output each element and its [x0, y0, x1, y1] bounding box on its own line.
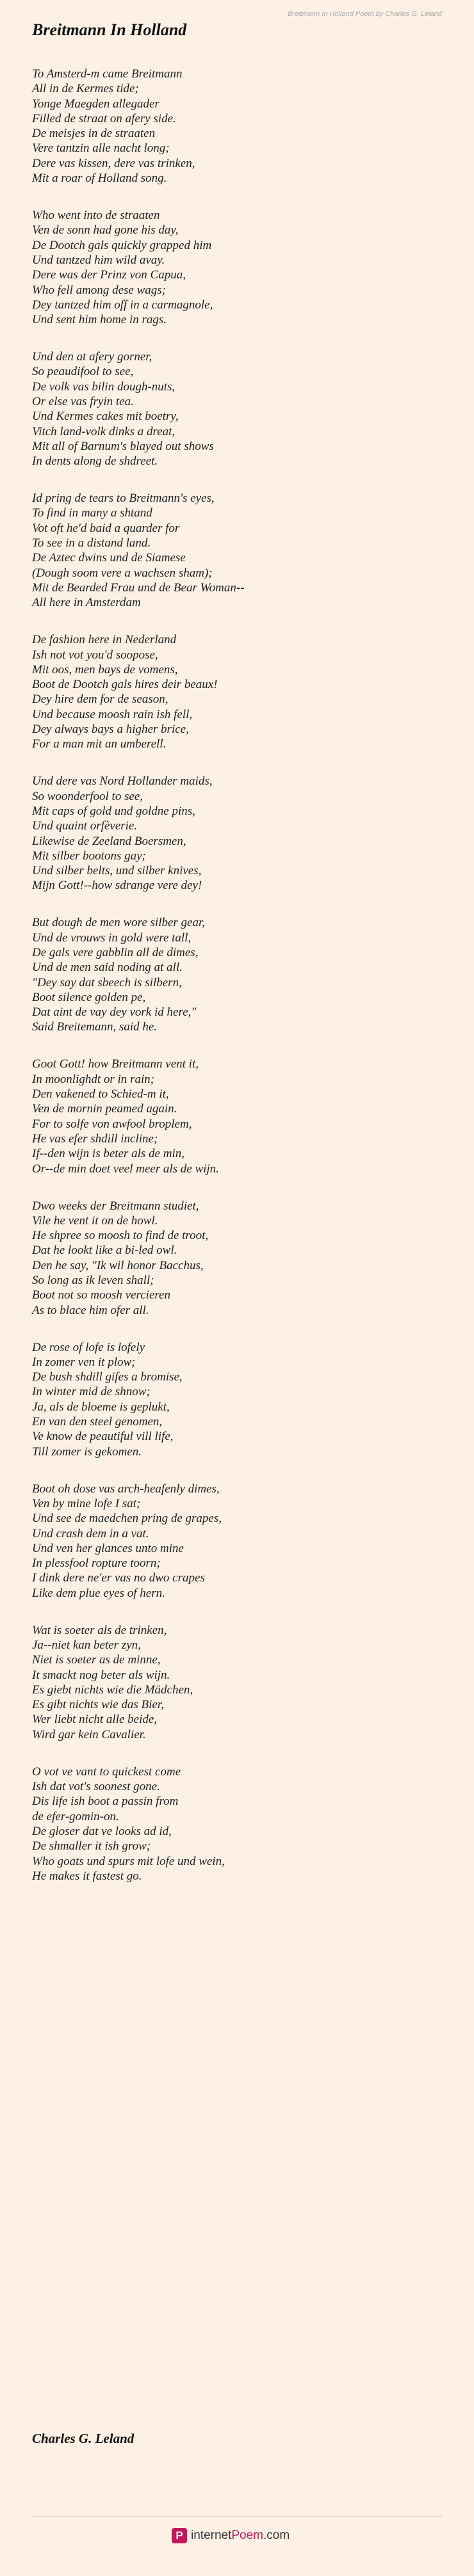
poem-line: Dis life ish boot a passin from: [32, 1795, 179, 1809]
poem-line: Ish not vot you'd soopose,: [32, 648, 158, 662]
poem-line: So woonderfool to see,: [32, 789, 143, 803]
stanza: [32, 1340, 455, 1459]
poem-line: Who goats und spurs mit lofe und wein,: [32, 1854, 225, 1868]
poem-line: Und dere vas Nord Hollander maids,: [32, 774, 213, 788]
poem-line: Mit oos, men bays de vomens,: [32, 662, 178, 676]
poem-line: Dere was der Prinz von Capua,: [32, 268, 186, 282]
stanza: [32, 208, 455, 327]
brand-accent: Poem: [231, 2529, 264, 2542]
poem-line: Mit de Bearded Frau und de Bear Woman--: [32, 580, 245, 595]
poem-line: En van den steel genomen,: [32, 1415, 163, 1429]
poem-line: For to solfe von awfool broplem,: [32, 1117, 192, 1131]
poem-logo-icon: P: [172, 2528, 187, 2543]
poem-line: Und sent him home in rags.: [32, 313, 167, 327]
stanza: [32, 1057, 455, 1176]
poem-line: Ish dat vot's soonest gone.: [32, 1780, 160, 1794]
poem-line: Und because moosh rain ish fell,: [32, 707, 193, 721]
poem-line: Vot oft he'd baid a quarder for: [32, 521, 180, 535]
poem-line: In plessfool ropture toorn;: [32, 1556, 161, 1571]
poem-line: Goot Gott! how Breitmann vent it,: [32, 1057, 199, 1071]
stanza: [32, 915, 455, 1034]
stanza: [32, 349, 455, 468]
poem-line: Und de vrouws in gold were tall,: [32, 931, 192, 945]
poem-line: Said Breitemann, said he.: [32, 1020, 158, 1034]
poem-line: Boot de Dootch gals hires deir beaux!: [32, 678, 218, 692]
poem-line: All in de Kermes tide;: [32, 82, 139, 96]
poem-line: Dat he lookt like a bi-led owl.: [32, 1244, 177, 1258]
poem-line: Und tantzed him wild avay.: [32, 253, 165, 267]
poem-line: De rose of lofe is lofely: [32, 1340, 145, 1354]
poem-line: De Dootch gals quickly grapped him: [32, 238, 212, 252]
poem-line: To Amsterd-m came Breitmann: [32, 67, 183, 81]
poem-line: Es gibt nichts wie das Bier,: [32, 1698, 164, 1712]
stanza: [32, 1482, 455, 1601]
poem-line: Dey hire dem for de season,: [32, 692, 168, 707]
stanza: [32, 491, 455, 610]
poem-line: In dents along de shdreet.: [32, 454, 158, 468]
poem-line: Ven de sonn had gone his day,: [32, 223, 179, 237]
poem-line: In zomer ven it plow;: [32, 1355, 136, 1369]
poem-line: Und crash dem in a vat.: [32, 1526, 149, 1540]
poem-line: I dink dere ne'er vas no dwo crapes: [32, 1571, 205, 1585]
poem-line: Or else vas fryin tea.: [32, 395, 134, 409]
stanza: [32, 632, 455, 751]
poem-line: Ja--niet kan beter zyn,: [32, 1638, 141, 1652]
poem-line: All here in Amsterdam: [32, 596, 141, 610]
poem-title: Breitmann In Holland: [32, 20, 187, 39]
poem-line: De gals vere gabblin all de dimes,: [32, 945, 199, 959]
poem-line: De bush shdill gifes a bromise,: [32, 1370, 183, 1384]
poem-line: But dough de men wore silber gear,: [32, 916, 206, 930]
brand-name: internet: [191, 2529, 232, 2542]
poem-line: Dey tantzed him off in a carmagnole,: [32, 298, 213, 312]
poem-line: Mit caps of gold und goldne pins,: [32, 804, 195, 818]
poem-line: He vas efer shdill incline;: [32, 1132, 158, 1146]
stanza: [32, 1764, 455, 1884]
poem-line: To see in a distand land.: [32, 536, 151, 550]
poem-line: So long as ik leven shall;: [32, 1273, 154, 1287]
poem-line: Mit a roar of Holland song.: [32, 172, 167, 186]
poem-line: Wird gar kein Cavalier.: [32, 1727, 146, 1741]
poem-line: Dat aint de vay dey vork id here,": [32, 1005, 197, 1020]
poem-line: De Aztec dwins und de Siamese: [32, 551, 186, 565]
stanza: [32, 67, 455, 186]
poem-line: Und see de maedchen pring de grapes,: [32, 1512, 222, 1526]
poem-line: Likewise de Zeeland Boersmen,: [32, 834, 186, 848]
poem-line: In moonlighdt or in rain;: [32, 1072, 155, 1086]
stanza: [32, 774, 455, 893]
poem-line: Und den at afery gorner,: [32, 350, 152, 364]
poem-line: De gloser dat ve looks ad id,: [32, 1824, 172, 1838]
poem-author[interactable]: Charles G. Leland: [32, 2431, 135, 2446]
poem-line: Wat is soeter als de trinken,: [32, 1623, 167, 1637]
poem-line: De meisjes in de straaten: [32, 127, 156, 141]
poem-line: As to blace him ofer all.: [32, 1303, 149, 1317]
poem-line: He makes it fastest go.: [32, 1869, 142, 1883]
poem-line: To find in many a shtand: [32, 506, 152, 520]
poem-line: de efer-gomin-on.: [32, 1809, 119, 1823]
poem-line: De shmaller it ish grow;: [32, 1839, 151, 1853]
poem-line: Id pring de tears to Breitmann's eyes,: [32, 492, 215, 506]
poem-line: Und Kermes cakes mit boetry,: [32, 410, 179, 424]
poem-line: De volk vas bilin dough-nuts,: [32, 380, 176, 394]
poem-line: It smackt nog beter als wijn.: [32, 1668, 170, 1682]
header-credit: Breitmann In Holland Poem by Charles G. Leland: [288, 10, 442, 18]
poem-line: Till zomer is gekomen.: [32, 1444, 142, 1459]
poem-line: Vitch land-volk dinks a dreat,: [32, 424, 176, 438]
poem-line: Boot oh dose vas arch-heafenly dimes,: [32, 1482, 220, 1496]
poem-line: (Dough soom vere a wachsen sham);: [32, 566, 213, 580]
poem-line: Like dem plue eyes of hern.: [32, 1586, 165, 1600]
poem-line: Wer liebt nicht alle beide,: [32, 1713, 158, 1727]
site-brand-link[interactable]: [172, 2528, 290, 2543]
brand-suffix: .com: [263, 2529, 290, 2542]
poem-line: Yonge Maegden allegader: [32, 97, 159, 111]
stanza: [32, 1623, 455, 1742]
footer-divider: [32, 2516, 442, 2517]
poem-line: Ve know de peautiful vill life,: [32, 1430, 174, 1444]
poem-line: Mit silber bootons gay;: [32, 849, 146, 863]
poem-line: Und quaint orfèverie.: [32, 819, 138, 833]
poem-line: De fashion here in Nederland: [32, 633, 177, 647]
poem-line: Mijn Gott!--how sdrange vere dey!: [32, 879, 202, 893]
poem-line: Und ven her glances unto mine: [32, 1541, 184, 1555]
poem-line: Und silber belts, und silber knives,: [32, 864, 202, 878]
poem-line: Ven by mine lofe I sat;: [32, 1496, 141, 1510]
poem-line: Mit all of Barnum's blayed out shows: [32, 439, 214, 453]
poem-line: Dey always bays a higher brice,: [32, 723, 189, 737]
poem-line: In winter mid de shnow;: [32, 1385, 151, 1399]
poem-line: Or--de min doet veel meer als de wijn.: [32, 1162, 219, 1176]
poem-line: Dwo weeks der Breitmann studiet,: [32, 1199, 199, 1213]
poem-line: O vot ve vant to quickest come: [32, 1764, 181, 1779]
poem-line: Ven de mornin peamed again.: [32, 1102, 177, 1116]
poem-line: Boot not so moosh vercieren: [32, 1288, 170, 1302]
poem-line: Who fell among dese wags;: [32, 283, 166, 297]
poem-body: [32, 67, 455, 1884]
poem-line: Vere tantzin alle nacht long;: [32, 141, 170, 156]
poem-line: "Dey say dat sbeech is silbern,: [32, 975, 182, 989]
poem-line: So peaudifool to see,: [32, 365, 134, 379]
poem-line: Who went into de straaten: [32, 209, 160, 223]
poem-line: He shpree so moosh to find de troot,: [32, 1229, 209, 1243]
poem-line: Den he say, "Ik wil honor Bacchus,: [32, 1258, 204, 1272]
poem-line: Vile he vent it on de howl.: [32, 1213, 158, 1228]
poem-line: Ja, als de bloeme is geplukt,: [32, 1400, 170, 1414]
poem-line: For a man mit an umberell.: [32, 737, 167, 751]
poem-line: If--den wijn is beter als de min,: [32, 1147, 184, 1161]
poem-line: Boot silence golden pe,: [32, 990, 146, 1004]
poem-line: Und de men said noding at all.: [32, 961, 183, 975]
stanza: [32, 1199, 455, 1318]
poem-line: Niet is soeter as de minne,: [32, 1653, 161, 1667]
poem-line: Dere vas kissen, dere vas trinken,: [32, 156, 195, 170]
poem-line: Den vakened to Schied-m it,: [32, 1087, 169, 1101]
poem-line: Es giebt nichts wie die Mädchen,: [32, 1683, 193, 1697]
poem-line: Filled de straat on afery side.: [32, 111, 176, 125]
